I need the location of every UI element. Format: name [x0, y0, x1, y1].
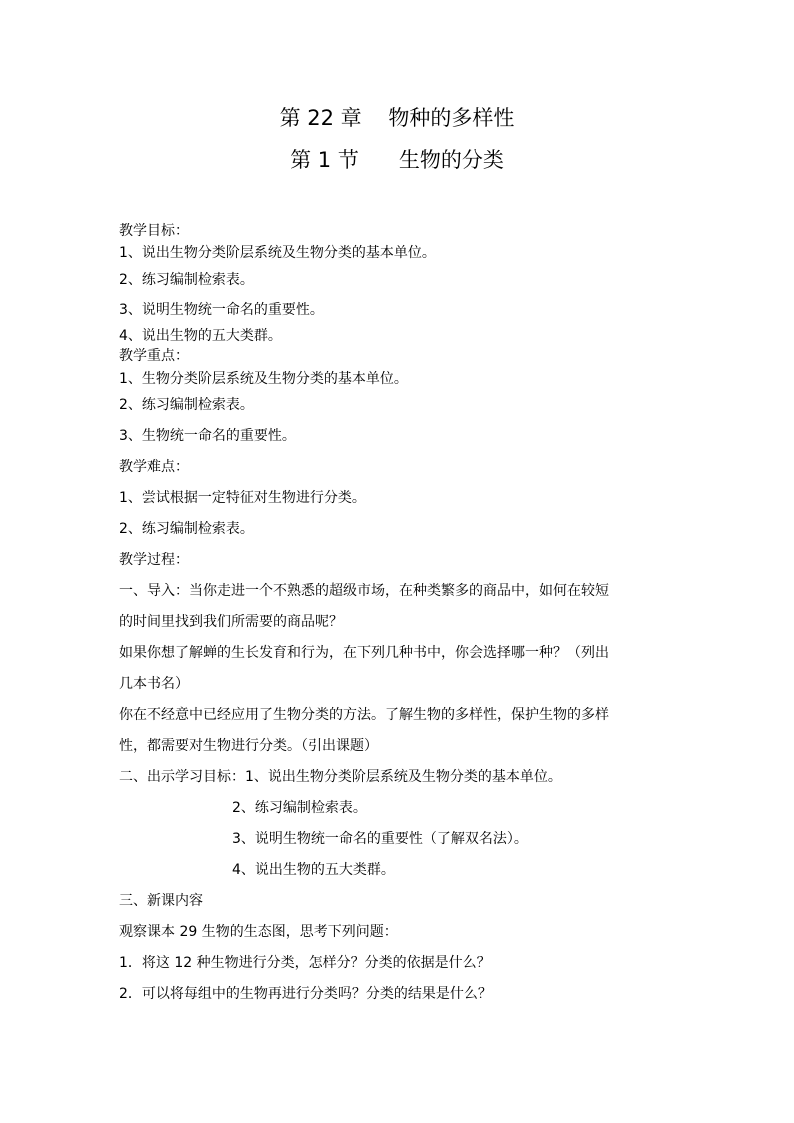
objective-1: 1、说出生物分类阶层系统及生物分类的基本单位。 [119, 245, 436, 261]
paragraph-line: 二、出示学习目标：1、说出生物分类阶层系统及生物分类的基本单位。 [119, 769, 562, 785]
key-point-1: 1、生物分类阶层系统及生物分类的基本单位。 [119, 371, 408, 387]
chapter-title: 第 22 章 物种的多样性 [279, 106, 515, 130]
key-point-3: 3、生物统一命名的重要性。 [119, 428, 296, 444]
objective-3: 3、说明生物统一命名的重要性。 [119, 302, 324, 318]
paragraph-line: 一、导入：当你走进一个不熟悉的超级市场，在种类繁多的商品中，如何在较短 [119, 583, 609, 599]
question-1: 1．将这 12 种生物进行分类，怎样分？分类的依据是什么？ [119, 955, 491, 971]
paragraph-line: 几本书名） [119, 676, 189, 692]
paragraph-line: 如果你想了解蝉的生长发育和行为，在下列几种书中，你会选择哪一种？（列出 [119, 645, 609, 661]
difficulty-1: 1、尝试根据一定特征对生物进行分类。 [119, 490, 366, 506]
heading-new-content: 三、新课内容 [119, 893, 203, 909]
objective-4: 4、说出生物的五大类群。 [119, 328, 282, 344]
key-point-2: 2、练习编制检索表。 [119, 397, 254, 413]
indented-goal-3: 3、说明生物统一命名的重要性（了解双名法）。 [232, 831, 528, 847]
paragraph-line: 观察课本 29 生物的生态图，思考下列问题： [119, 924, 398, 940]
paragraph-line: 的时间里找到我们所需要的商品呢？ [119, 614, 343, 630]
question-2: 2．可以将每组中的生物再进行分类吗？分类的结果是什么？ [119, 986, 492, 1002]
paragraph-line: 性，都需要对生物进行分类。（引出课题） [119, 738, 378, 754]
objective-2: 2、练习编制检索表。 [119, 272, 254, 288]
paragraph-line: 你在不经意中已经应用了生物分类的方法。了解生物的多样性，保护生物的多样 [119, 707, 609, 723]
heading-key-points: 教学重点： [119, 348, 189, 364]
section-title: 第 1 节 生物的分类 [290, 148, 504, 172]
heading-process: 教学过程： [119, 552, 189, 568]
difficulty-2: 2、练习编制检索表。 [119, 521, 254, 537]
heading-objectives: 教学目标： [119, 223, 189, 239]
heading-difficulties: 教学难点： [119, 459, 189, 475]
indented-goal-2: 2、练习编制检索表。 [232, 800, 367, 816]
indented-goal-4: 4、说出生物的五大类群。 [232, 862, 395, 878]
